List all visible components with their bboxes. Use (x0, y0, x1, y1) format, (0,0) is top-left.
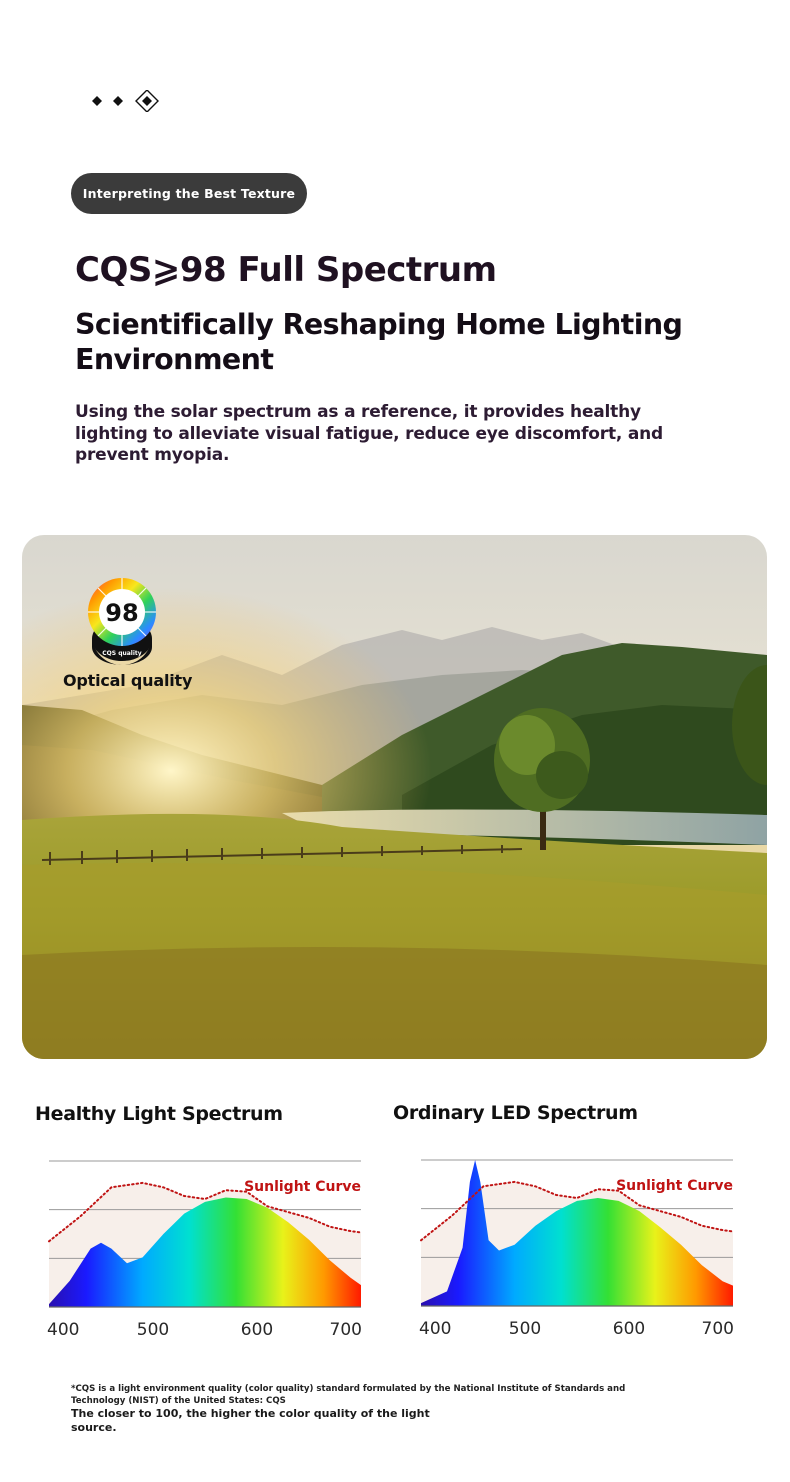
decorative-diamonds-icon (90, 90, 170, 112)
section-badge: Interpreting the Best Texture Art (71, 173, 307, 214)
chart-title-led: Ordinary LED Spectrum (393, 1102, 638, 1124)
page-subheadline: Scientifically Reshaping Home Lighting Environment (75, 308, 683, 376)
led-spectrum-chart (406, 1154, 751, 1354)
x-tick-label: 400 (419, 1319, 452, 1339)
sunlight-curve-label: Sunlight Curve (616, 1178, 733, 1194)
cqs-badge-ring-text: CQS quality (102, 650, 142, 657)
healthy-spectrum-chart (34, 1155, 379, 1355)
cqs-definition-footnote: *CQS is a light environment quality (color quality) standard formulated by the National Institute of Standards and Technology (NIST) of the United States: CQS (71, 1384, 626, 1406)
optical-quality-label: Optical quality (63, 671, 193, 690)
cqs-98-badge-icon (86, 575, 158, 665)
x-tick-label: 600 (240, 1320, 274, 1340)
cqs-badge-value: 98 (105, 599, 139, 627)
x-tick-label: 700 (701, 1319, 734, 1339)
page-description: Using the solar spectrum as a reference, it provides healthy lighting to alleviate visual fatigue, reduce eye discomfort, and prevent myopia. (75, 402, 664, 465)
chart-title-healthy: Healthy Light Spectrum (35, 1103, 283, 1125)
x-tick-label: 600 (612, 1319, 646, 1339)
x-tick-label: 400 (47, 1320, 80, 1340)
cqs-note: The closer to 100, the higher the color quality of the light source. (71, 1407, 430, 1434)
x-tick-label: 700 (329, 1320, 362, 1340)
sunlight-curve-label: Sunlight Curve (244, 1179, 361, 1195)
x-tick-label: 500 (508, 1319, 542, 1339)
page-headline: CQS⩾98 Full Spectrum (75, 250, 497, 290)
x-tick-label: 500 (136, 1320, 170, 1340)
